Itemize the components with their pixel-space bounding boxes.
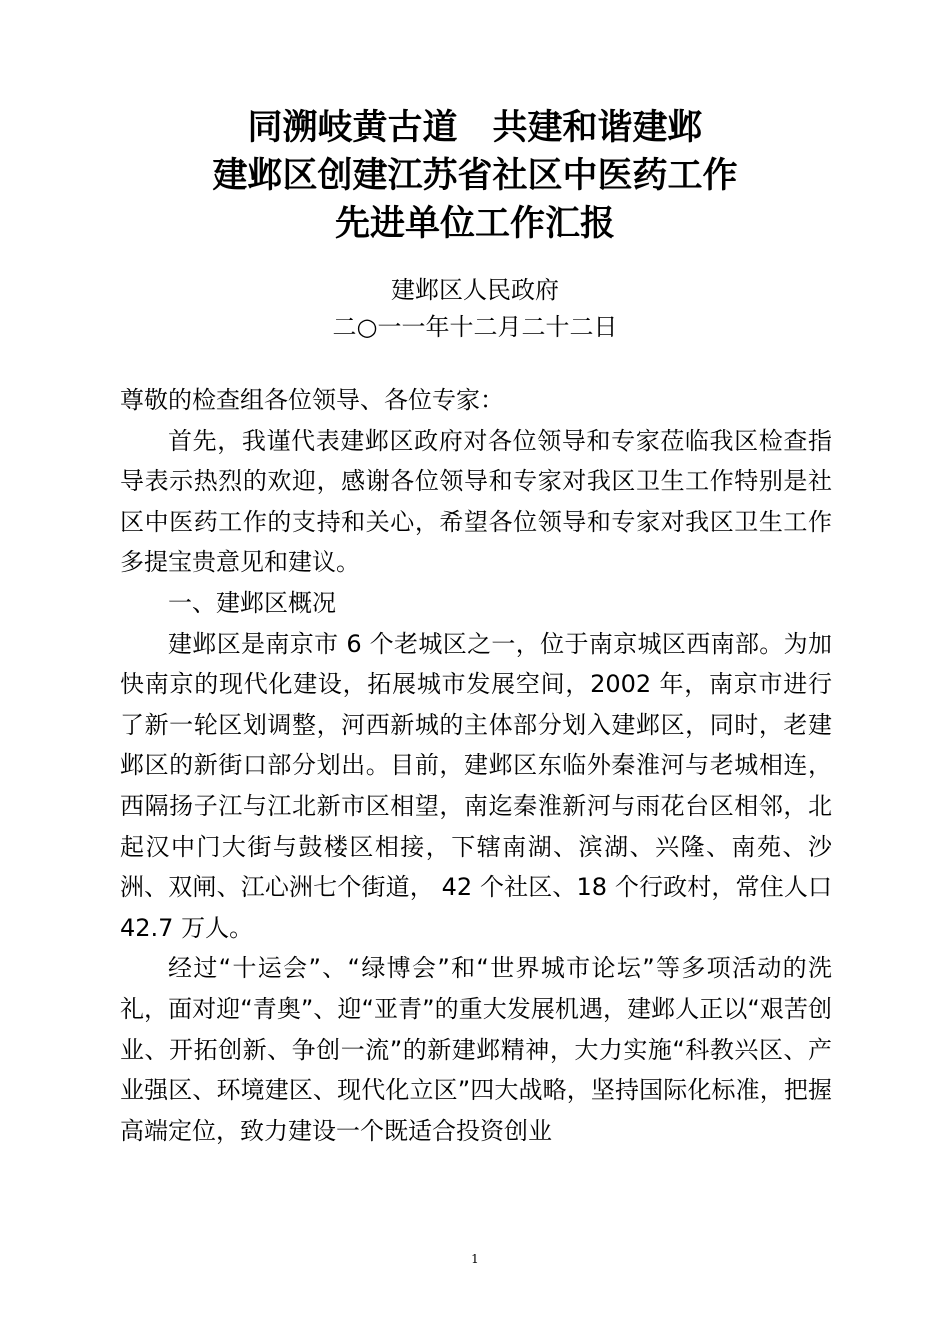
section-heading: 一、建邺区概况: [168, 588, 336, 617]
author-block: [0, 272, 950, 346]
paragraph-development: 经过“十运会”、“绿博会”和“世界城市论坛”等多项活动的洗礼，面对迎“青奥”、迎“亚青”的重大发展机遇，建邺人正以“艰苦创业、开拓创新、争创一流”的新建邺精神，大力实施“科教兴区、产业强区、环境建区、现代化立区”四大战略，坚持国际化标准，把握高端定位，致力建设一个既适合投资创业: [120, 954, 832, 1145]
paragraph-welcome: 首先，我谨代表建邺区政府对各位领导和专家莅临我区检查指导表示热烈的欢迎，感谢各位领导和专家对我区卫生工作特别是社区中医药工作的支持和关心，希望各位领导和专家对我区卫生工作多提宝贵意见和建议。: [120, 426, 832, 577]
title-line-3: 先进单位工作汇报: [334, 203, 615, 244]
author-organization: 建邺区人民政府: [391, 276, 559, 304]
document-date: 二○一一年十二月二十二日: [332, 313, 618, 341]
salutation: 尊敬的检查组各位领导、各位专家：: [120, 386, 504, 414]
document-title: [0, 104, 950, 248]
title-line-1: 同溯岐黄古道 共建和谐建邺: [247, 107, 703, 148]
paragraph-overview: 建邺区是南京市 6 个老城区之一，位于南京城区西南部。为加快南京的现代化建设，拓展城市发展空间，2002 年，南京市进行了新一轮区划调整，河西新城的主体部分划入建邺区，同时，老建邺区的新街口部分划出。目前，建邺区东临外秦淮河与老城相连，西隔扬子江与江北新市区相望，南迄秦淮新河与雨花台区相邻，北起汉中门大街与鼓楼区相接，下辖南湖、滨湖、兴隆、南苑、沙洲、双闸、江心洲七个街道， 42 个社区、18 个行政村，常住人口 42.7 万人。: [120, 629, 832, 942]
title-line-2: 建邺区创建江苏省社区中医药工作: [212, 155, 738, 196]
document-body: [120, 380, 832, 1151]
page-number: 1: [471, 1252, 479, 1266]
